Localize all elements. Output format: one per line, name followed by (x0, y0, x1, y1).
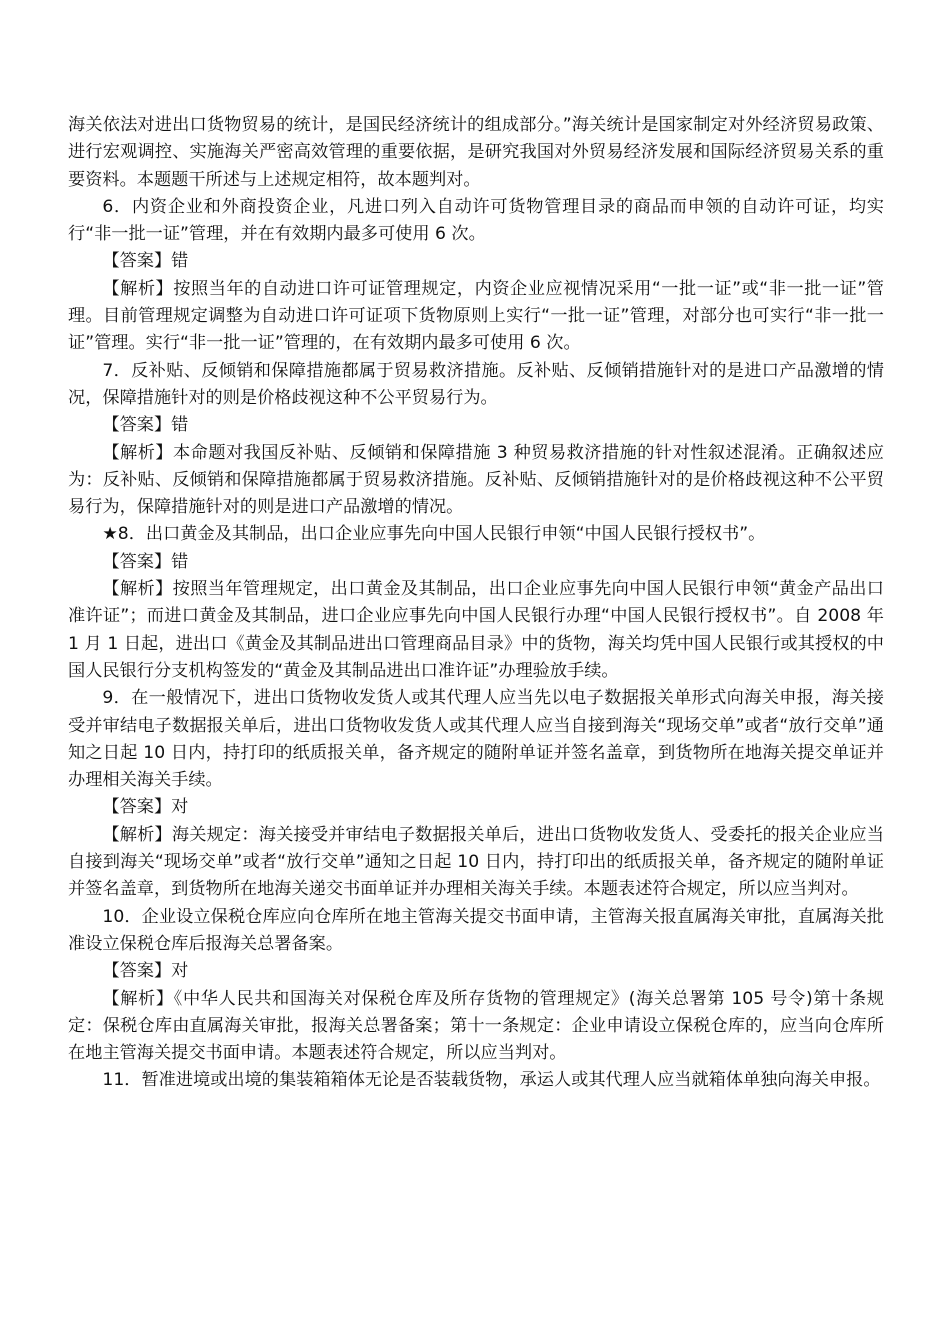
question-9: 9．在一般情况下，进出口货物收发货人或其代理人应当先以电子数据报关单形式向海关申报，海关接受并审结电子数据报关单后，进出口货物收发货人或其代理人应当自接到海关“现场交单”或者“放行交单”通知之日起 10 日内，持打印的纸质报关单，备齐规定的随附单证并签名盖章，到货物所在地海关提交单证并办理相关海关手续。 (68, 688, 884, 791)
paragraph-continuation: 海关依法对进出口货物贸易的统计，是国民经济统计的组成部分。”海关统计是国家制定对外经济贸易政策、进行宏观调控、实施海关严密高效管理的重要依据，是研究我国对外贸易经济发展和国际经济贸易关系的重要资料。本题题干所述与上述规定相符，故本题判对。 (68, 115, 884, 190)
question-10: 10．企业设立保税仓库应向仓库所在地主管海关提交书面申请，主管海关报直属海关审批，直属海关批准设立保税仓库后报海关总署备案。 (68, 906, 884, 954)
explanation-9: 【解析】海关规定：海关接受并审结电子数据报关单后，进出口货物收发货人、受委托的报关企业应当自接到海关“现场交单”或者“放行交单”通知之日起 10 日内，持打印出的纸质报关单，备齐规定的随附单证并签名盖章，到货物所在地海关递交书面单证并办理相关海关手续。本题表述符合规定，所以应当判对。 (68, 824, 884, 900)
question-8: ★8．出口黄金及其制品，出口企业应事先向中国人民银行申领“中国人民银行授权书”。 (102, 524, 766, 545)
explanation-7: 【解析】本命题对我国反补贴、反倾销和保障措施 3 种贸易救济措施的针对性叙述混淆。正确叙述应为：反补贴、反倾销和保障措施都属于贸易救济措施。反补贴、反倾销措施针对的是价格歧视这种不公平贸易行为，保障措施针对的则是进口产品激增的情况。 (68, 442, 884, 518)
answer-7: 【答案】错 (102, 415, 189, 436)
question-11: 11．暂准进境或出境的集装箱箱体无论是否装载货物，承运人或其代理人应当就箱体单独向海关申报。 (102, 1070, 881, 1091)
explanation-8: 【解析】按照当年管理规定，出口黄金及其制品，出口企业应事先向中国人民银行申领“黄金产品出口准许证”；而进口黄金及其制品，进口企业应事先向中国人民银行办理“中国人民银行授权书”。自 2008 年 1 月 1 日起，进出口《黄金及其制品进出口管理商品目录》中的货物，海关均凭中国人民银行或其授权的中国人民银行分支机构签发的“黄金及其制品进出口准许证”办理验放手续。 (68, 579, 884, 681)
answer-9: 【答案】对 (102, 797, 189, 818)
explanation-6: 【解析】按照当年的自动进口许可证管理规定，内资企业应视情况采用“一批一证”或“非一批一证”管理。目前管理规定调整为自动进口许可证项下货物原则上实行“一批一证”管理，对部分也可实行“非一批一证”管理。实行“非一批一证”管理的，在有效期内最多可使用 6 次。 (68, 278, 884, 354)
answer-10: 【答案】对 (102, 961, 189, 982)
document-page (68, 112, 884, 1095)
answer-8: 【答案】错 (102, 551, 189, 572)
answer-6: 【答案】错 (102, 251, 189, 272)
explanation-10: 【解析】《中华人民共和国海关对保税仓库及所存货物的管理规定》(海关总署第 105 号令)第十条规定：保税仓库由直属海关审批，报海关总署备案；第十一条规定：企业申请设立保税仓库的，应当向仓库所在地主管海关提交书面申请。本题表述符合规定，所以应当判对。 (68, 988, 884, 1064)
question-6: 6．内资企业和外商投资企业，凡进口列入自动许可货物管理目录的商品而申领的自动许可证，均实行“非一批一证”管理，并在有效期内最多可使用 6 次。 (68, 196, 884, 245)
question-7: 7．反补贴、反倾销和保障措施都属于贸易救济措施。反补贴、反倾销措施针对的是进口产品激增的情况，保障措施针对的则是价格歧视这种不公平贸易行为。 (68, 360, 884, 408)
